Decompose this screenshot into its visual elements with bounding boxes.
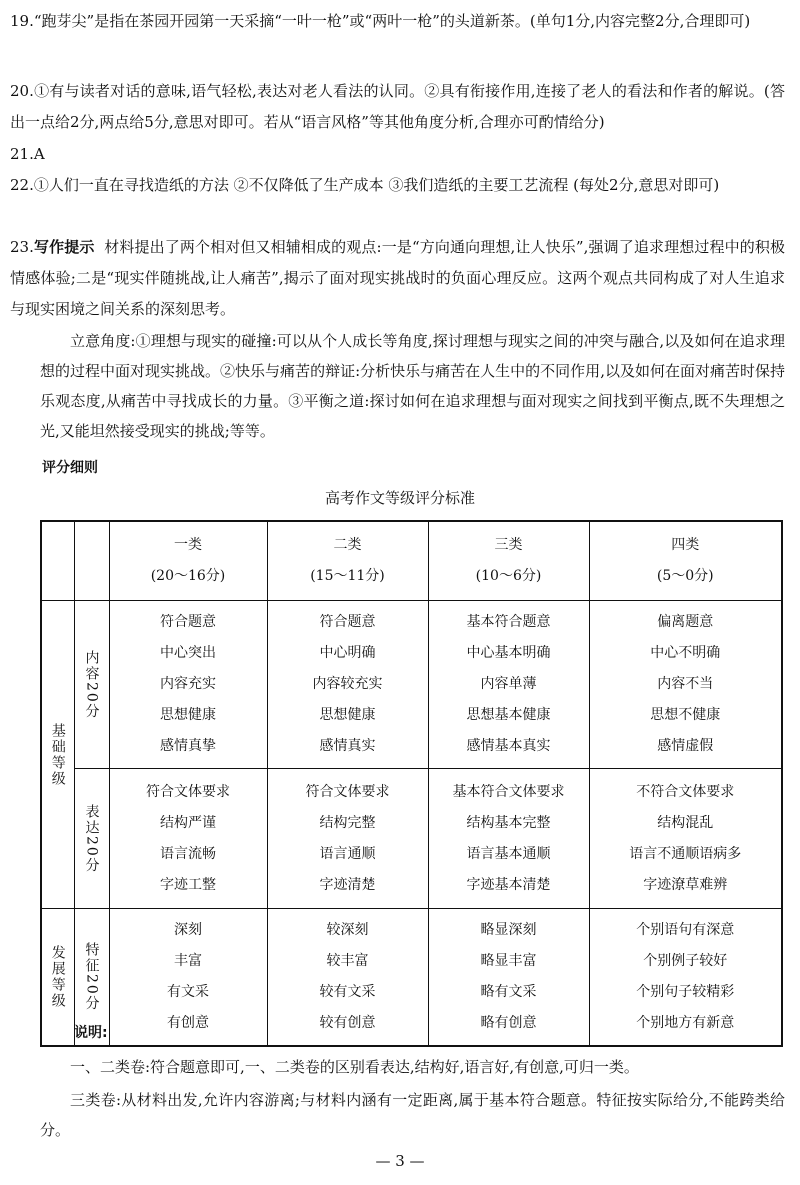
answer-19 [10,6,785,37]
column-header [267,521,428,601]
answer-text: ①有与读者对话的意味,语气轻松,表达对老人看法的认同。②具有衔接作用,连接了老人的看法和作者的解说。(答出一点给2分,两点给5分,意思对即可。若从“语言风格”等其他角度分析,合理亦可酌情给分) [10,82,785,131]
column-name: 一类 [174,537,202,553]
answer-text: A [33,145,45,163]
note-item: 一、二类卷:符合题意即可,一、二类卷的区别看表达,结构好,语言好,有创意,可归一类。 [70,1058,639,1076]
page-number: — 3 — [375,1152,425,1170]
column-header [589,521,782,601]
column-name: 三类 [494,537,523,553]
table-cell: 较深刻 较丰富 较有文采 较有创意 [267,909,428,1047]
row-label-expression [74,769,109,909]
corner-cell [41,521,74,601]
writing-tip-text: 材料提出了两个相对但又相辅相成的观点:一是“方向通向理想,让人快乐”,强调了追求理想过程中的积极情感体验;二是“现实伴随挑战,让人痛苦”,揭示了面对现实挑战时的负面心理反应。这两个观点共同构成了对人生追求与现实困境之间关系的深刻思考。 [10,238,785,318]
table-cell: 偏离题意 中心不明确 内容不当 思想不健康 感情虚假 [589,601,782,769]
answer-22 [10,170,785,201]
corner-cell [74,521,109,601]
writing-angle: 立意角度:①理想与现实的碰撞:可以从个人成长等角度,探讨理想与现实之间的冲突与融合,以及如何在追求理想的过程中面对现实挑战。②快乐与痛苦的辩证:分析快乐与痛苦在人生中的不同作用,以及如何在面对痛苦时保持乐观态度,从痛苦中寻找成长的力量。③平衡之道:探讨如何在追求理想与面对现实之间找到平衡点,既不失理想之光,又能坦然接受现实的挑战;等等。 [40,332,785,440]
answer-text: “跑芽尖”是指在茶园开园第一天采摘“一叶一枪”或“两叶一枪”的头道新茶。(单句1分,内容完整2分,合理即可) [33,12,751,30]
rubric-heading: 评分细则 [42,460,98,476]
table-cell: 符合题意 中心明确 内容较充实 思想健康 感情真实 [267,601,428,769]
row-label-text: 内容20分 [83,649,100,720]
answer-number: 21. [10,145,34,163]
table-row-features [41,909,782,1047]
table-cell: 个别语句有深意 个别例子较好 个别句子较精彩 个别地方有新意 [589,909,782,1047]
answer-20 [10,76,785,138]
group-label-development [41,909,74,1047]
table-row-expression [41,769,782,909]
table-cell: 符合文体要求 结构完整 语言通顺 字迹清楚 [267,769,428,909]
notes-heading: 说明: [74,1025,108,1041]
writing-tip-label: 写作提示 [33,238,95,256]
column-range: (15～11分) [310,568,385,584]
column-header [428,521,589,601]
group-label-basic [41,601,74,909]
answer-number: 19. [10,12,34,30]
column-name: 二类 [333,537,362,553]
group-label-text: 发展等级 [49,945,66,1009]
table-header-row [41,521,782,601]
row-label-text: 特征20分 [83,942,100,1012]
column-header [109,521,267,601]
table-row-content [41,601,782,769]
column-name: 四类 [671,537,700,553]
answer-number: 22. [10,176,34,194]
table-cell: 略显深刻 略显丰富 略有文采 略有创意 [428,909,589,1047]
column-range: (20～16分) [150,568,226,584]
group-label-text: 基础等级 [49,722,66,787]
table-cell: 基本符合题意 中心基本明确 内容单薄 思想基本健康 感情基本真实 [428,601,589,769]
row-label-text: 表达20分 [83,803,100,874]
note-item: 三类卷:从材料出发,允许内容游离;与材料内涵有一定距离,属于基本符合题意。特征按实际给分,不能跨类给分。 [40,1091,785,1139]
row-label-content [74,601,109,769]
table-cell: 不符合文体要求 结构混乱 语言不通顺语病多 字迹潦草难辨 [589,769,782,909]
table-title: 高考作文等级评分标准 [324,489,475,507]
table-cell: 深刻 丰富 有文采 有创意 [109,909,267,1047]
answer-text: ①人们一直在寻找造纸的方法 ②不仅降低了生产成本 ③我们造纸的主要工艺流程 (每处2分,意思对即可) [33,176,720,194]
answer-number: 23. [10,238,34,256]
table-cell: 符合题意 中心突出 内容充实 思想健康 感情真挚 [109,601,267,769]
answer-23 [10,232,785,325]
column-range: (5～0分) [656,568,714,584]
answer-21 [10,139,785,170]
grading-table [40,520,783,1047]
column-range: (10～6分) [475,568,542,584]
table-cell: 基本符合文体要求 结构基本完整 语言基本通顺 字迹基本清楚 [428,769,589,909]
answer-number: 20. [10,82,34,100]
table-cell: 符合文体要求 结构严谨 语言流畅 字迹工整 [109,769,267,909]
